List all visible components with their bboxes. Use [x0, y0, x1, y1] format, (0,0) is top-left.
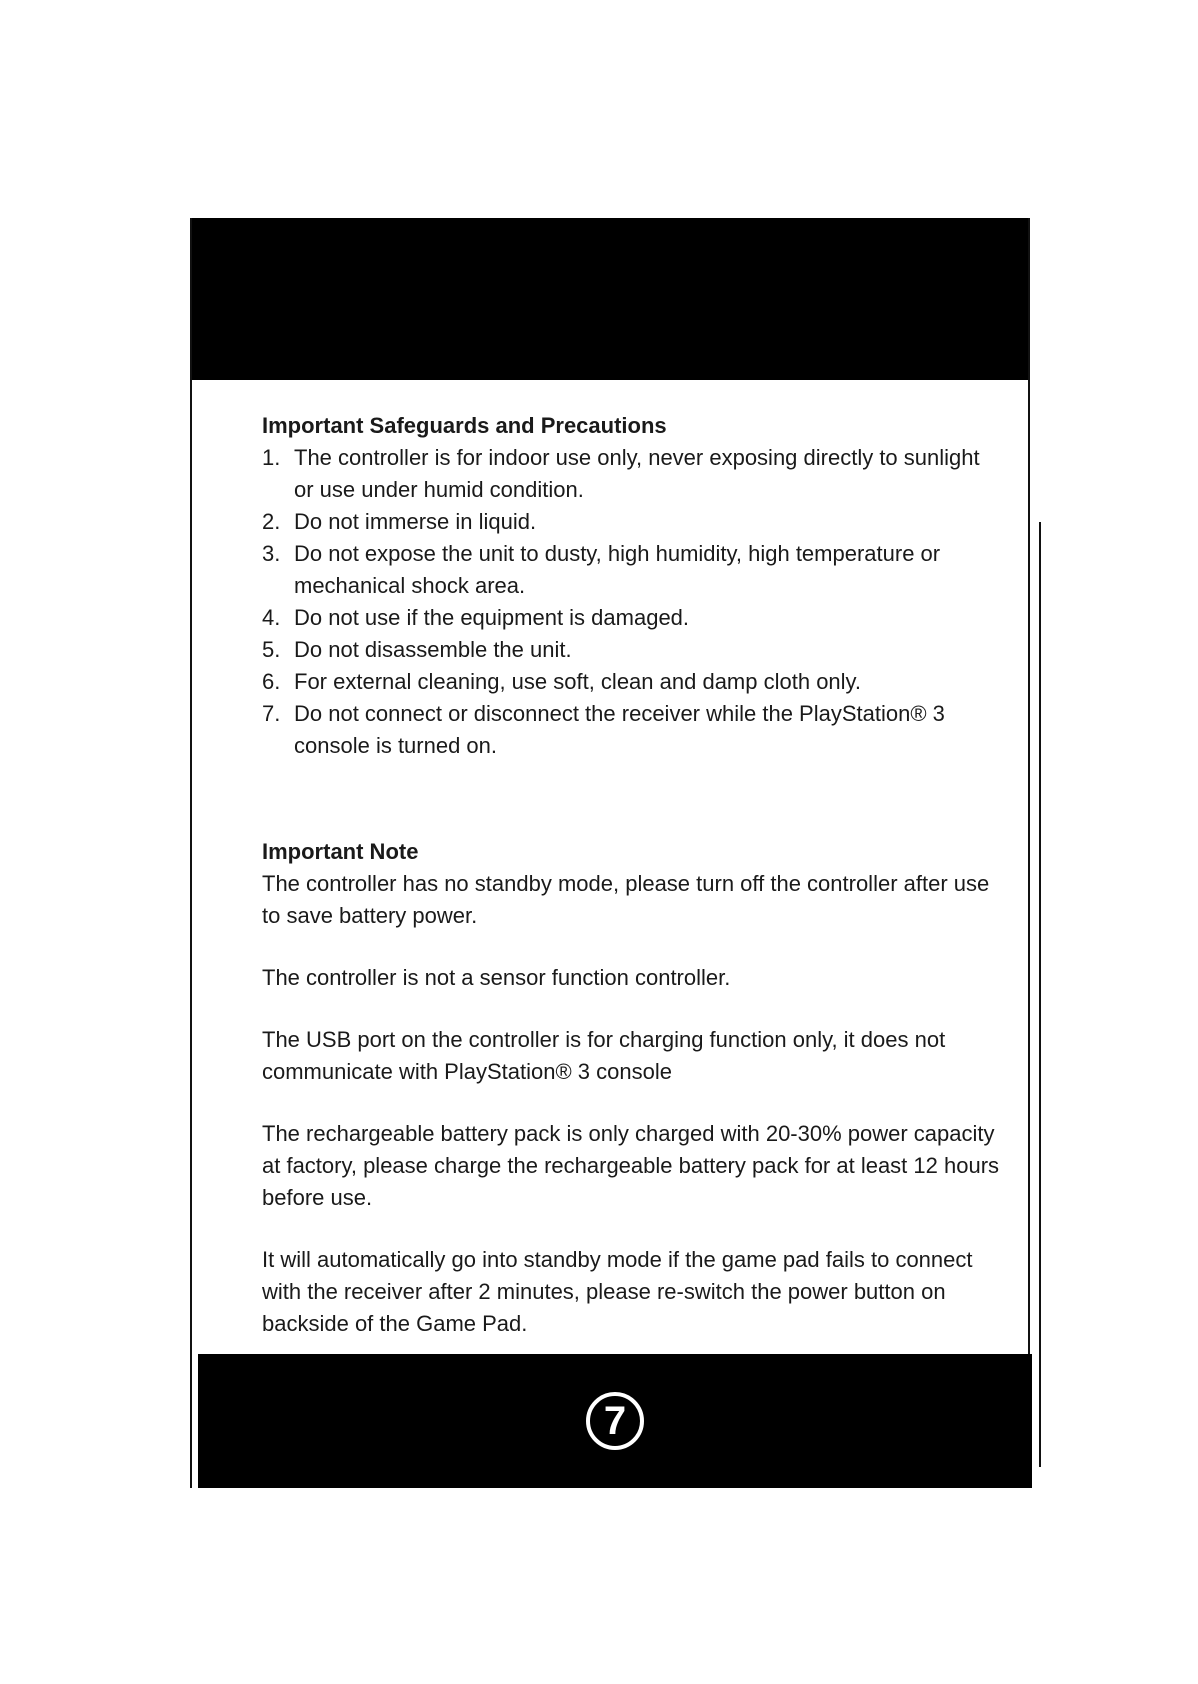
list-item-number: 5.	[262, 637, 281, 662]
note-paragraph: The USB port on the controller is for charging function only, it does not communicate with PlayStation® 3 console	[262, 1027, 946, 1084]
list-item	[262, 602, 1002, 634]
list-item-text: For external cleaning, use soft, clean and damp cloth only.	[294, 669, 862, 694]
list-item-number: 6.	[262, 669, 281, 694]
list-item-number: 2.	[262, 509, 281, 534]
list-item-text: Do not immerse in liquid.	[294, 509, 537, 534]
list-item-text: Do not connect or disconnect the receiver while the PlayStation® 3 console is turned on.	[294, 701, 945, 758]
page-number-badge: 7	[586, 1392, 644, 1450]
safeguards-heading: Important Safeguards and Precautions	[262, 413, 667, 438]
important-note-heading: Important Note	[262, 839, 419, 864]
list-item-number: 7.	[262, 701, 281, 726]
side-rule	[1039, 522, 1041, 1467]
list-item	[262, 538, 1002, 602]
header-band	[192, 218, 1028, 380]
note-paragraph: The controller is not a sensor function controller.	[262, 965, 731, 990]
list-item-number: 4.	[262, 605, 281, 630]
list-item	[262, 506, 1002, 538]
list-item-number: 3.	[262, 541, 281, 566]
note-paragraph: The controller has no standby mode, please turn off the controller after use to save battery power.	[262, 871, 990, 928]
list-item	[262, 442, 1002, 506]
list-item-number: 1.	[262, 445, 281, 470]
note-paragraph: The rechargeable battery pack is only charged with 20-30% power capacity at factory, please charge the rechargeable battery pack for at least 12 hours before use.	[262, 1121, 1000, 1210]
list-item	[262, 634, 1002, 666]
precautions-list	[262, 442, 1002, 762]
page-content	[262, 410, 1002, 1370]
note-paragraph: It will automatically go into standby mode if the game pad fails to connect with the receiver after 2 minutes, please re-switch the power button on backside of the Game Pad.	[262, 1247, 973, 1336]
list-item-text: Do not expose the unit to dusty, high humidity, high temperature or mechanical shock area.	[294, 541, 941, 598]
list-item-text: Do not use if the equipment is damaged.	[294, 605, 690, 630]
list-item-text: Do not disassemble the unit.	[294, 637, 572, 662]
list-item	[262, 666, 1002, 698]
list-item	[262, 698, 1002, 762]
list-item-text: The controller is for indoor use only, never exposing directly to sunlight or use under humid condition.	[294, 445, 980, 502]
footer-band	[198, 1354, 1032, 1488]
